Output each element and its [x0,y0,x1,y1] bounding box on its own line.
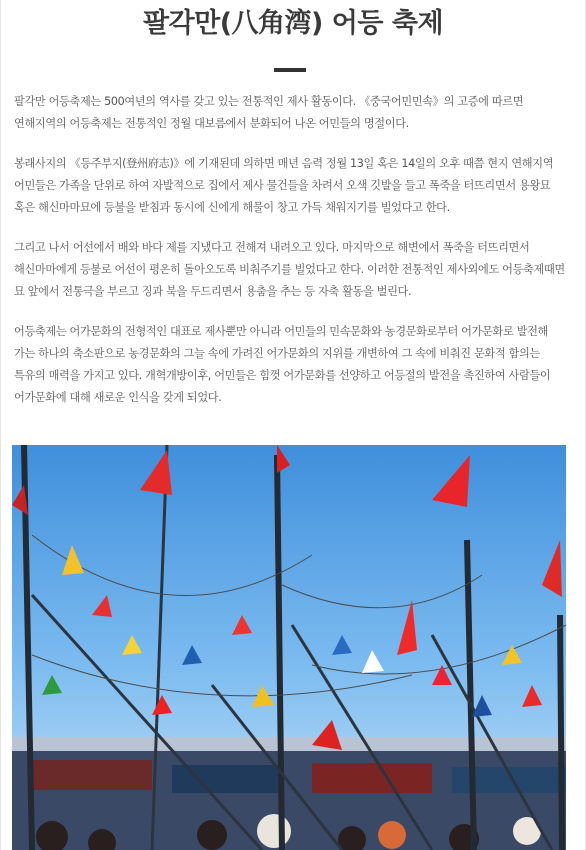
page-title: 팔각만(八角湾) 어등 축제 [142,8,444,39]
paragraph-3: 그리고 나서 어선에서 배와 바다 제를 지냈다고 전해져 내려오고 있다. 마지막으로 해변에서 폭죽을 터뜨리면서 해신마마에게 등불로 어선이 평온히 돌아오도록 비춰주기를 빌었다고 한다. 이러한 전통적인 제사외에도 어등축제때면 묘 앞에서 전통극을 부르고 징과 북을 두드리면서 용춤을 추는 등 자축 활동을 벌린다. [14,241,565,298]
paragraph-2: 봉래사지의 《등주부지(登州府志)》에 기재된데 의하면 매년 음력 정월 13일 혹은 14일의 오후 때쯤 현지 연해지역 어민들은 가족을 단위로 하여 자발적으로 집에서 제사 물건들을 차려서 오색 깃발을 들고 폭죽을 터뜨리면서 용왕묘 혹은 해신마마묘에 등불을 받침과 동시에 신에게 해물이 창고 가득 채워지기를 빌었다고 한다. [14,157,554,214]
title-divider [274,68,306,72]
paragraph-4: 어등축제는 어가문화의 전형적인 대표로 제사뿐만 아니라 어민들의 민속문화와 농경문화로부터 어가문화로 발전해 가는 하나의 축소판으로 농경문화의 그늘 속에 가려진 어가문화의 지위를 개변하여 그 속에 비춰진 문화적 함의는 특유의 매력을 가지고 있다. 개혁개방이후, 어민들은 힘껏 어가문화를 선양하고 어등절의 발전을 촉진하여 사람들이 어가문화에 대해 새로운 인식을 갖게 되었다. [14,325,551,404]
paragraph-1: 팔각만 어등축제는 500여년의 역사를 갖고 있는 전통적인 제사 활동이다. 《중국어민민속》의 고증에 따르면 연해지역의 어등축제는 전통적인 정월 대보름에서 분화되어 나온 어민들의 명절이다. [14,95,524,130]
article-body [14,91,570,427]
festival-photo [12,445,566,850]
